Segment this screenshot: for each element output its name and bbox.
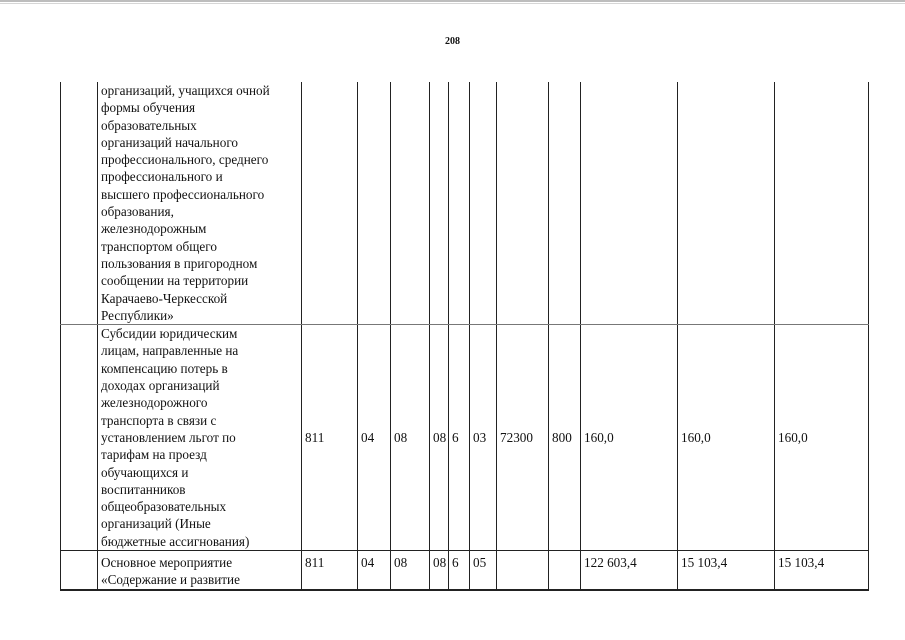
amount-1-cell [581,82,678,325]
expense-type-cell: 800 [549,325,581,551]
event-code-cell [470,82,497,325]
event-code-cell: 05 [470,551,497,590]
table-row [61,82,869,325]
row-index-cell [61,551,98,590]
budget-table [60,82,869,591]
subsection-code-cell: 08 [391,325,430,551]
amount-3-cell [775,82,869,325]
section-code-cell: 04 [358,551,391,590]
subsection-code-cell: 08 [391,551,430,590]
amount-1-cell: 122 603,4 [581,551,678,590]
subprogram-code-cell: 6 [449,325,470,551]
program-code-cell [430,82,449,325]
amount-2-cell: 15 103,4 [678,551,775,590]
direction-code-cell [497,82,549,325]
section-code-cell [358,82,391,325]
scan-edge [0,0,905,2]
expense-type-cell [549,82,581,325]
program-code-cell: 08 [430,551,449,590]
amount-3-cell: 160,0 [775,325,869,551]
row-index-cell [61,82,98,325]
amount-1-cell: 160,0 [581,325,678,551]
description-cell: организаций, учащихся очной формы обучения образовательных организаций начального профессионального, среднего профессионального и высшего профессионального образования, железнодорожным транспортом общего пользования в пригородном сообщении на территории Карачаево-Черкесской Республики» [98,82,302,325]
description-cell: Основное мероприятие «Содержание и развитие [98,551,302,590]
row-index-cell [61,325,98,551]
subsection-code-cell [391,82,430,325]
direction-code-cell: 72300 [497,325,549,551]
subprogram-code-cell: 6 [449,551,470,590]
event-code-cell: 03 [470,325,497,551]
table-row [61,551,869,590]
program-code-cell: 08 [430,325,449,551]
amount-2-cell [678,82,775,325]
ministry-code-cell [302,82,358,325]
amount-3-cell: 15 103,4 [775,551,869,590]
ministry-code-cell: 811 [302,325,358,551]
section-code-cell: 04 [358,325,391,551]
description-cell: Субсидии юридическим лицам, направленные на компенсацию потерь в доходах организаций железнодорожного транспорта в связи с установлением льгот по тарифам на проезд обучающихся и воспитанников общеобразовательных организаций (Иные бюджетные ассигнования) [98,325,302,551]
ministry-code-cell: 811 [302,551,358,590]
table-row [61,325,869,551]
direction-code-cell [497,551,549,590]
amount-2-cell: 160,0 [678,325,775,551]
scan-edge-shadow [0,3,905,4]
subprogram-code-cell [449,82,470,325]
page-number: 208 [445,36,460,47]
expense-type-cell [549,551,581,590]
